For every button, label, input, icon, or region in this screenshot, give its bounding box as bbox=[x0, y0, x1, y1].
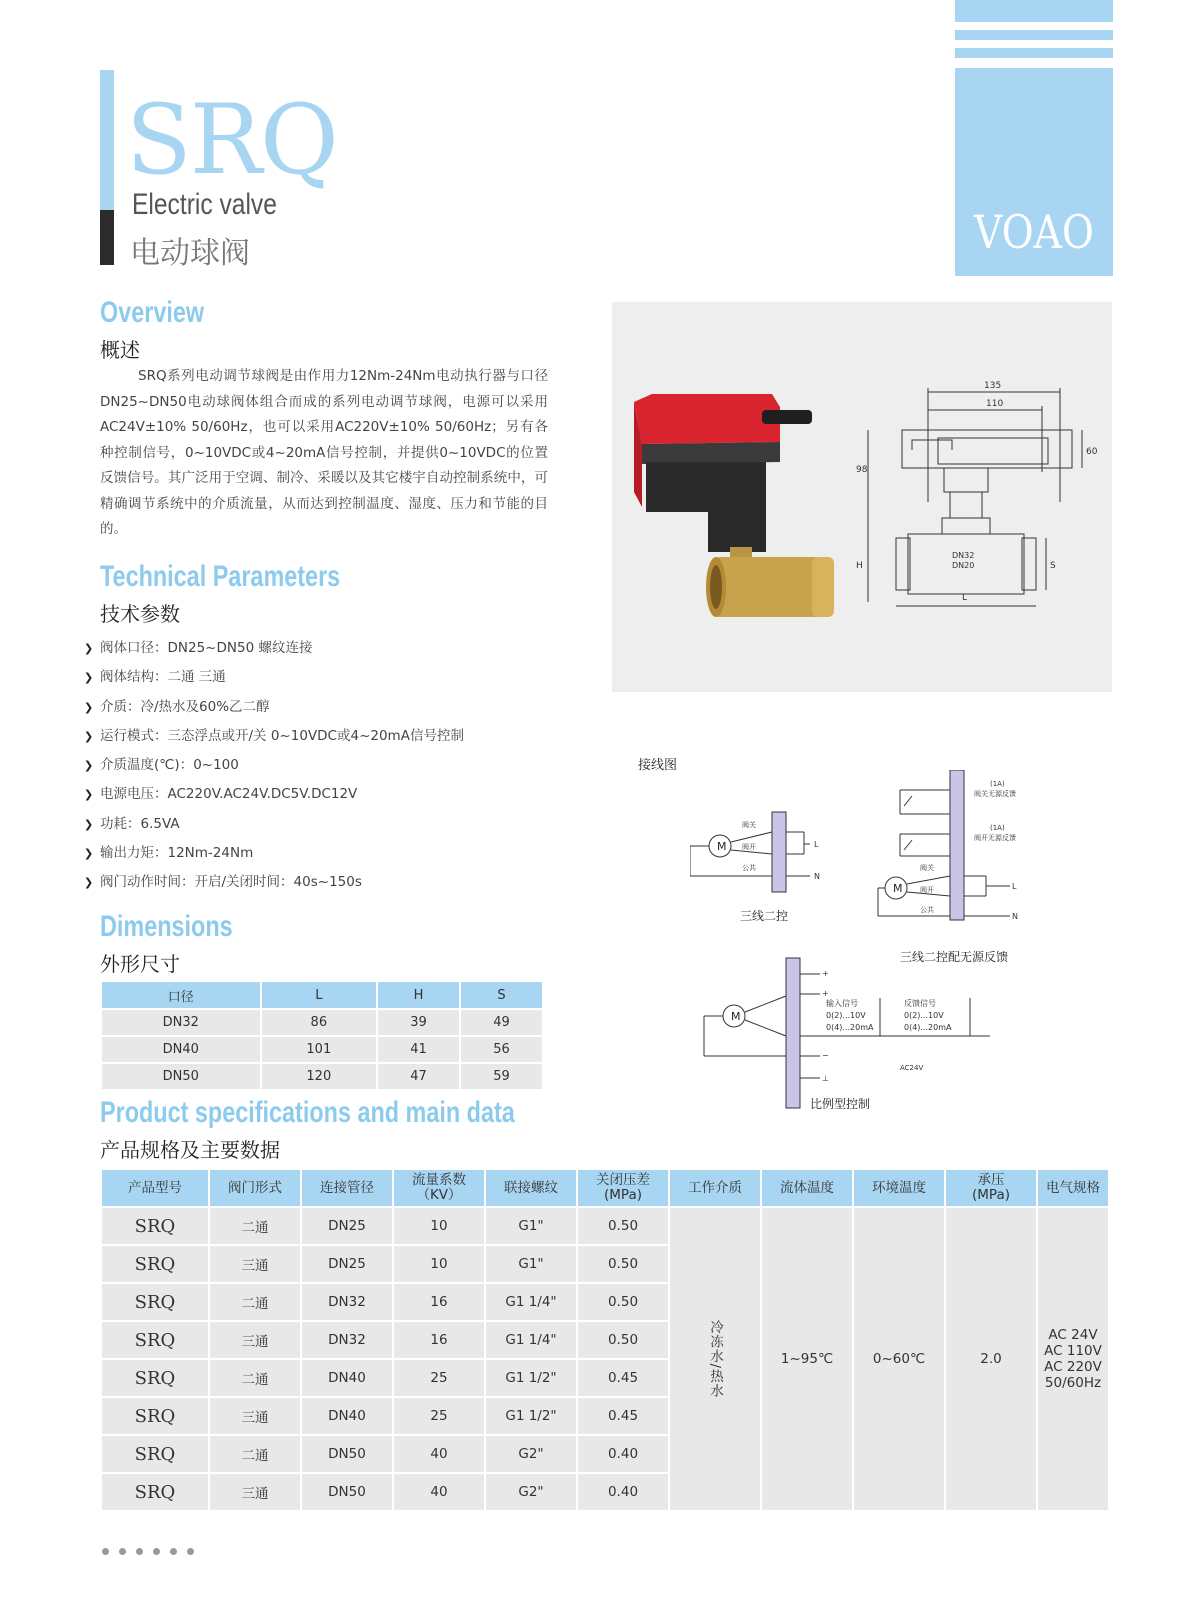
table-header-row bbox=[102, 982, 543, 1009]
table-cell: DN50 bbox=[301, 1473, 393, 1510]
terminal-label: N bbox=[1012, 912, 1018, 921]
list-item: ❯ 电源电压：AC220V.AC24V.DC5V.DC12V bbox=[84, 780, 464, 809]
column-header: 环境温度 bbox=[853, 1170, 945, 1207]
dot-icon bbox=[153, 1548, 160, 1555]
column-header: 电气规格 bbox=[1037, 1170, 1109, 1207]
list-item: ❯ 介质温度(℃)：0~100 bbox=[84, 751, 464, 780]
product-image-panel bbox=[612, 302, 1112, 692]
chevron-right-icon: ❯ bbox=[84, 876, 94, 890]
dimensions-heading: Dimensions bbox=[100, 910, 233, 943]
fluid-temp-cell: 1~95℃ bbox=[761, 1207, 853, 1510]
table-cell: 86 bbox=[261, 1009, 377, 1036]
list-item: ❯ 输出力矩：12Nm-24Nm bbox=[84, 839, 464, 868]
drawing-label-dn32: DN32 bbox=[952, 551, 975, 560]
overview-heading-cn: 概述 bbox=[100, 338, 140, 362]
signal-label: 0(4)...20mA bbox=[904, 1023, 952, 1032]
table-cell: 101 bbox=[261, 1036, 377, 1063]
specs-heading: Product specifications and main data bbox=[100, 1096, 515, 1129]
table-cell: SRQ bbox=[102, 1397, 209, 1435]
valve-photo bbox=[634, 394, 834, 617]
column-header: 关闭压差 (MPa) bbox=[577, 1170, 669, 1207]
table-cell: DN40 bbox=[301, 1397, 393, 1435]
table-cell: 三通 bbox=[209, 1397, 301, 1435]
terminal-label: L bbox=[1012, 882, 1017, 891]
dimension-drawing bbox=[868, 388, 1082, 606]
table-cell: 120 bbox=[261, 1063, 377, 1089]
table-cell: 二通 bbox=[209, 1283, 301, 1321]
table-cell: G1 1/2" bbox=[485, 1359, 577, 1397]
column-header: 流体温度 bbox=[761, 1170, 853, 1207]
drawing-label-l: L bbox=[962, 593, 968, 603]
terminal-label: 阀关无源反馈 bbox=[974, 790, 1016, 798]
table-cell: 0.45 bbox=[577, 1359, 669, 1397]
table-cell: G1 1/4" bbox=[485, 1283, 577, 1321]
table-cell: 10 bbox=[393, 1207, 485, 1245]
chevron-right-icon: ❯ bbox=[84, 817, 94, 831]
wiring-diagrams bbox=[690, 770, 1050, 1110]
table-cell: 56 bbox=[460, 1036, 543, 1063]
brand-stripe bbox=[955, 48, 1113, 58]
drawing-label-s: S bbox=[1050, 561, 1056, 571]
table-cell: 59 bbox=[460, 1063, 543, 1089]
drawing-label-h: H bbox=[856, 561, 863, 571]
table-cell: 二通 bbox=[209, 1359, 301, 1397]
table-cell: DN40 bbox=[301, 1359, 393, 1397]
table-cell: G2" bbox=[485, 1473, 577, 1510]
list-item: ❯ 功耗：6.5VA bbox=[84, 810, 464, 839]
product-illustration bbox=[612, 302, 1112, 692]
column-header: 承压 (MPa) bbox=[945, 1170, 1037, 1207]
signal-label: 0(2)...10V bbox=[826, 1011, 866, 1020]
signal-label: 0(4)...20mA bbox=[826, 1023, 874, 1032]
diagram-label: 三线二控配无源反馈 bbox=[900, 950, 1009, 964]
motor-icon: M bbox=[893, 882, 903, 895]
table-cell: DN32 bbox=[102, 1009, 261, 1036]
table-cell: G1 1/4" bbox=[485, 1321, 577, 1359]
signal-label: 0(2)...10V bbox=[904, 1011, 944, 1020]
chevron-right-icon: ❯ bbox=[84, 788, 94, 802]
terminal-label: − bbox=[822, 1051, 829, 1060]
table-cell: 0.50 bbox=[577, 1245, 669, 1283]
column-header: 阀门形式 bbox=[209, 1170, 301, 1207]
drawing-label-135: 135 bbox=[984, 381, 1002, 391]
page-subtitle-en: Electric valve bbox=[132, 188, 277, 221]
technical-list bbox=[84, 634, 464, 898]
pressure-cell: 2.0 bbox=[945, 1207, 1037, 1510]
column-header: H bbox=[377, 982, 460, 1009]
table-cell: SRQ bbox=[102, 1435, 209, 1473]
table-cell: 三通 bbox=[209, 1473, 301, 1510]
table-cell: DN25 bbox=[301, 1207, 393, 1245]
table-cell: DN32 bbox=[301, 1321, 393, 1359]
list-item: ❯ 介质：冷/热水及60%乙二醇 bbox=[84, 693, 464, 722]
table-cell: SRQ bbox=[102, 1321, 209, 1359]
table-cell: SRQ bbox=[102, 1283, 209, 1321]
column-header: 产品型号 bbox=[102, 1170, 209, 1207]
dot-icon bbox=[170, 1548, 177, 1555]
table-cell: 41 bbox=[377, 1036, 460, 1063]
table-cell: 二通 bbox=[209, 1207, 301, 1245]
specs-table bbox=[102, 1170, 1110, 1510]
table-cell: G1" bbox=[485, 1207, 577, 1245]
table-cell: G1 1/2" bbox=[485, 1397, 577, 1435]
terminal-label: (1A) bbox=[990, 824, 1005, 832]
terminal-label: N bbox=[814, 872, 820, 881]
table-cell: 25 bbox=[393, 1359, 485, 1397]
drawing-label-98: 98 bbox=[856, 465, 868, 475]
chevron-right-icon: ❯ bbox=[84, 759, 94, 773]
terminal-label: 阀开无源反馈 bbox=[974, 834, 1016, 842]
list-item: ❯ 运行模式：三态浮点或开/关 0~10VDC或4~20mA信号控制 bbox=[84, 722, 464, 751]
chevron-right-icon: ❯ bbox=[84, 847, 94, 861]
column-header: 流量系数 （KV） bbox=[393, 1170, 485, 1207]
table-cell: DN50 bbox=[301, 1435, 393, 1473]
table-cell: 0.40 bbox=[577, 1473, 669, 1510]
signal-label: 反馈信号 bbox=[904, 999, 936, 1008]
table-cell: SRQ bbox=[102, 1359, 209, 1397]
dimensions-heading-cn: 外形尺寸 bbox=[100, 952, 180, 976]
list-item: ❯ 阀门动作时间：开启/关闭时间：40s~150s bbox=[84, 868, 464, 897]
medium-cell: 冷冻水/热水 bbox=[669, 1207, 761, 1510]
table-cell: 0.50 bbox=[577, 1283, 669, 1321]
table-header-row bbox=[102, 1170, 1109, 1207]
page-dots bbox=[102, 1540, 204, 1559]
table-cell: G2" bbox=[485, 1435, 577, 1473]
drawing-label-dn20: DN20 bbox=[952, 561, 975, 570]
diagram-label: 三线二控 bbox=[740, 909, 789, 923]
table-cell: 47 bbox=[377, 1063, 460, 1089]
table-cell: SRQ bbox=[102, 1473, 209, 1510]
list-item: ❯ 阀体结构：二通 三通 bbox=[84, 663, 464, 692]
drawing-label-110: 110 bbox=[986, 399, 1004, 409]
motor-icon: M bbox=[717, 840, 727, 853]
technical-heading: Technical Parameters bbox=[100, 560, 341, 593]
ambient-temp-cell: 0~60℃ bbox=[853, 1207, 945, 1510]
title-accent-bar bbox=[100, 70, 114, 210]
table-cell: 40 bbox=[393, 1435, 485, 1473]
overview-heading: Overview bbox=[100, 296, 205, 329]
specs-heading-cn: 产品规格及主要数据 bbox=[100, 1138, 280, 1162]
table-cell: 0.50 bbox=[577, 1207, 669, 1245]
brand-stripe bbox=[955, 30, 1113, 40]
brand-stripe bbox=[955, 0, 1113, 22]
drawing-label-60: 60 bbox=[1086, 447, 1098, 457]
terminal-label: 阀关 bbox=[742, 821, 756, 829]
terminal-label: 阀关 bbox=[920, 864, 934, 872]
table-cell: DN40 bbox=[102, 1036, 261, 1063]
table-cell: 0.40 bbox=[577, 1435, 669, 1473]
signal-label: 输入信号 bbox=[826, 999, 858, 1008]
terminal-label: ⊥ bbox=[822, 1074, 829, 1083]
page-subtitle-cn: 电动球阀 bbox=[130, 236, 250, 271]
brand-logo: VOAO bbox=[974, 205, 1094, 259]
dot-icon bbox=[187, 1548, 194, 1555]
terminal-label: 公共 bbox=[742, 864, 756, 872]
table-cell: DN50 bbox=[102, 1063, 261, 1089]
table-cell: 25 bbox=[393, 1397, 485, 1435]
table-cell: 40 bbox=[393, 1473, 485, 1510]
chevron-right-icon: ❯ bbox=[84, 729, 94, 743]
dimensions-table bbox=[102, 982, 544, 1089]
table-row bbox=[102, 1036, 543, 1063]
column-header: 工作介质 bbox=[669, 1170, 761, 1207]
table-cell: G1" bbox=[485, 1245, 577, 1283]
terminal-label: 阀开 bbox=[742, 843, 756, 851]
chevron-right-icon: ❯ bbox=[84, 700, 94, 714]
terminal-label: (1A) bbox=[990, 780, 1005, 788]
diagram-label: 比例型控制 bbox=[810, 1097, 871, 1110]
terminal-label: 阀开 bbox=[920, 886, 934, 894]
terminal-label: + bbox=[822, 989, 829, 998]
table-cell: 二通 bbox=[209, 1435, 301, 1473]
column-header: L bbox=[261, 982, 377, 1009]
chevron-right-icon: ❯ bbox=[84, 671, 94, 685]
table-cell: 16 bbox=[393, 1321, 485, 1359]
column-header: 口径 bbox=[102, 982, 261, 1009]
wiring-title: 接线图 bbox=[638, 758, 678, 773]
list-item: ❯ 阀体口径：DN25~DN50 螺纹连接 bbox=[84, 634, 464, 663]
table-cell: 10 bbox=[393, 1245, 485, 1283]
overview-text: SRQ系列电动调节球阀是由作用力12Nm-24Nm电动执行器与口径DN25~DN50电动球阀体组合而成的系列电动调节球阀，电源可以采用AC24V±10% 50/60Hz，也可以采用AC220V±10% 50/60Hz；另有各种控制信号，0~10VDC或4~20mA信号控制，并提供0~10VDC的位置反馈信号。其广泛用于空调、制冷、采暖以及其它楼宇自动控制系统中，可精确调节系统中的介质流量，从而达到控制温度、湿度、压力和节能的目的。 bbox=[100, 368, 548, 537]
table-cell: 0.50 bbox=[577, 1321, 669, 1359]
page-title: SRQ bbox=[126, 84, 337, 196]
table-cell: SRQ bbox=[102, 1207, 209, 1245]
dot-icon bbox=[102, 1548, 109, 1555]
column-header: 联接螺纹 bbox=[485, 1170, 577, 1207]
table-cell: SRQ bbox=[102, 1245, 209, 1283]
dot-icon bbox=[119, 1548, 126, 1555]
table-cell: 三通 bbox=[209, 1245, 301, 1283]
terminal-label: AC24V bbox=[900, 1064, 924, 1072]
dot-icon bbox=[136, 1548, 143, 1555]
table-cell: DN25 bbox=[301, 1245, 393, 1283]
terminal-label: L bbox=[814, 840, 819, 849]
table-cell: 三通 bbox=[209, 1321, 301, 1359]
table-cell: 0.45 bbox=[577, 1397, 669, 1435]
table-row bbox=[102, 1063, 543, 1089]
electrical-cell: AC 24V AC 110V AC 220V 50/60Hz bbox=[1037, 1207, 1109, 1510]
table-cell: DN32 bbox=[301, 1283, 393, 1321]
technical-heading-cn: 技术参数 bbox=[100, 602, 180, 626]
table-row bbox=[102, 1009, 543, 1036]
table-cell: 49 bbox=[460, 1009, 543, 1036]
chevron-right-icon: ❯ bbox=[84, 642, 94, 655]
table-cell: 16 bbox=[393, 1283, 485, 1321]
column-header: 连接管径 bbox=[301, 1170, 393, 1207]
table-cell: 39 bbox=[377, 1009, 460, 1036]
column-header: S bbox=[460, 982, 543, 1009]
terminal-label: 公共 bbox=[920, 906, 934, 914]
wiring-diagram-3 bbox=[704, 958, 990, 1108]
table-row bbox=[102, 1207, 1109, 1245]
motor-icon: M bbox=[731, 1010, 741, 1023]
terminal-label: + bbox=[822, 969, 829, 978]
title-dark-bar bbox=[100, 210, 114, 265]
